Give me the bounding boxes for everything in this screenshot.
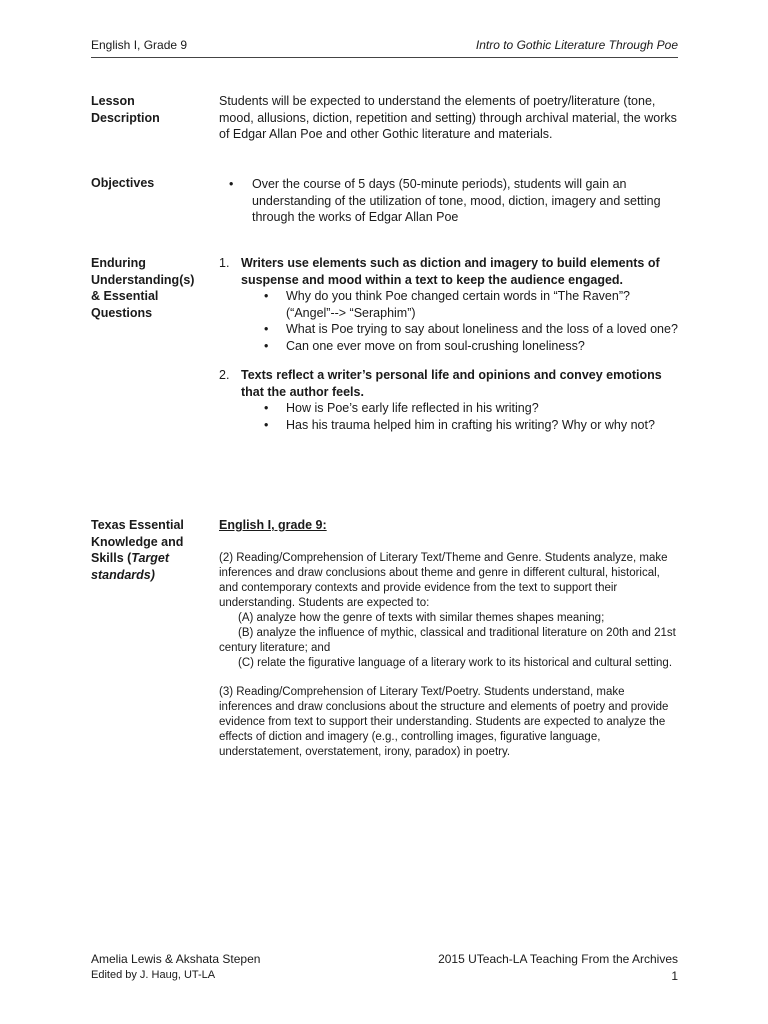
lesson-description-text: Students will be expected to understand the elements of poetry/literature (tone, mood, allusions, diction, repetition and setting) through archival material, the works of Edgar Allan Poe and other Gothic literature and materials.	[219, 94, 677, 141]
bullet-icon: •	[264, 322, 269, 336]
header-title: Intro to Gothic Literature Through Poe	[475, 38, 678, 52]
teks-heading: English I, grade 9:	[219, 518, 327, 532]
essential-question: • Has his trauma helped him in crafting his writing? Why or why not?	[264, 417, 655, 432]
bullet-icon: •	[264, 401, 269, 415]
lesson-description-label: Lesson Description	[91, 94, 160, 125]
footer-authors: Amelia Lewis & Akshata Stepen	[91, 952, 261, 966]
objectives-list	[219, 176, 679, 226]
understanding-item: 2. Texts reflect a writer’s personal life and opinions and convey emotions that the author feels.	[219, 368, 662, 399]
footer-editor: Edited by J. Haug, UT-LA	[91, 969, 216, 981]
page-header	[91, 38, 678, 58]
header-course: English I, Grade 9	[91, 38, 188, 52]
enduring-understandings-label: Enduring Understanding(s) & Essential Questions	[91, 256, 195, 320]
essential-question: • Can one ever move on from soul-crushing loneliness?	[264, 338, 585, 353]
enduring-understandings	[219, 255, 679, 433]
essential-question: • What is Poe trying to say about loneliness and the loss of a loved one?	[264, 322, 678, 336]
bullet-icon: •	[264, 338, 269, 353]
standard-2: (2) Reading/Comprehension of Literary Text/Theme and Genre. Students analyze, make inferences and draw conclusions about theme and genre in different cultural, historical, and contemporary contexts and provide evidence from the text to support their understanding. Students are expected to: (A) analyze how the genre of texts with similar themes shapes meaning; (B) analyze the influence of mythic, classical and traditional literature on 20th and 21st century literature; and (C) relate the figurative language of a literary work to its historical and cultural setting.	[219, 551, 676, 669]
understanding-item: 1. Writers use elements such as diction and imagery to build elements of suspense and mood within a text to keep the audience engaged.	[219, 256, 660, 287]
bullet-icon: •	[229, 177, 234, 191]
teks-standards	[219, 517, 679, 760]
teks-label: Texas Essential Knowledge and Skills (Target standards)	[91, 518, 184, 582]
objectives-label: Objectives	[91, 176, 155, 190]
essential-question: • Why do you think Poe changed certain words in “The Raven”? (“Angel”--> “Seraphim”)	[264, 289, 630, 320]
bullet-icon: •	[264, 289, 269, 303]
bullet-icon: •	[264, 417, 269, 432]
objective-item: • Over the course of 5 days (50-minute periods), students will gain an understanding of the utilization of tone, mood, diction, imagery and setting through the works of Edgar Allan Poe	[229, 177, 661, 224]
standard-3: (3) Reading/Comprehension of Literary Text/Poetry. Students understand, make inferences and draw conclusions about the structure and elements of poetry and provide evidence from text to support their understanding. Students are expected to analyze the effects of diction and imagery (e.g., controlling images, figurative language, understatement, overstatement, irony, paradox) in poetry.	[219, 685, 669, 758]
footer-program: 2015 UTeach-LA Teaching From the Archives	[438, 952, 678, 966]
essential-question: • How is Poe’s early life reflected in his writing?	[264, 401, 539, 415]
page-number: 1	[671, 969, 678, 983]
